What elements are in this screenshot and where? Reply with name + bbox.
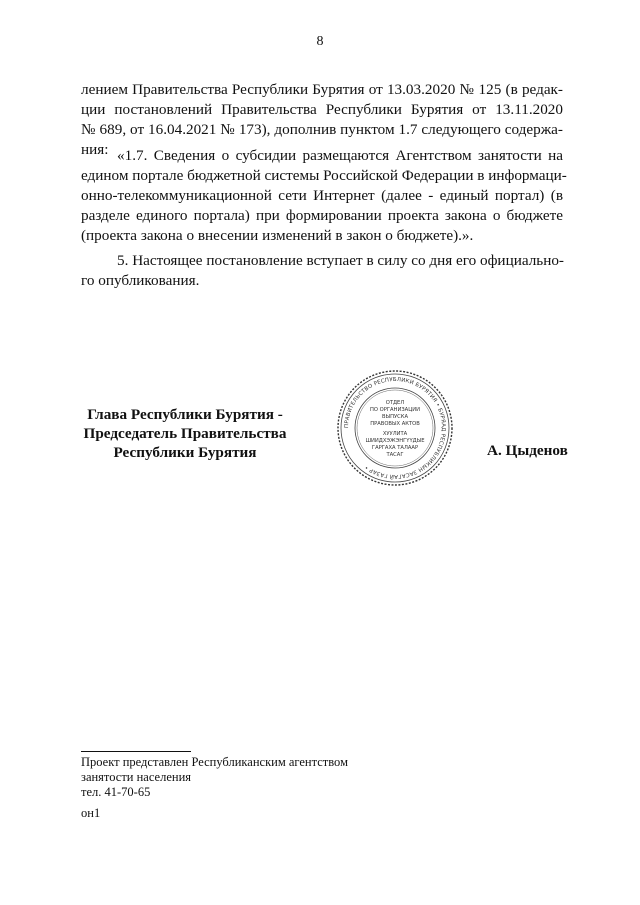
text-line: разделе единого портала) при формировании проекта закона о бюджете: [81, 207, 563, 224]
text-line: го опубликования.: [81, 272, 200, 289]
paragraph-clause-1-7: [81, 146, 567, 246]
footnote-divider: [81, 751, 191, 752]
text-line: едином портале бюджетной системы Российской Федерации в информаци-: [81, 167, 567, 184]
text-line: лением Правительства Республики Бурятия от 13.03.2020 № 125 (в редак-: [81, 81, 563, 98]
signatory-name: А. Цыденов: [487, 442, 568, 459]
seal-center-line: ВЫПУСКА: [381, 414, 409, 420]
signatory-title-line: Председатель Правительства: [83, 425, 287, 442]
seal-graphic: [336, 369, 454, 487]
text-line: (проекта закона о внесении изменений в закон о бюджете).».: [81, 227, 474, 244]
seal-center-line: ТАСАГ: [386, 452, 404, 458]
footnote-line: тел. 41-70-65: [81, 785, 151, 799]
paragraph-effective-date: [81, 251, 563, 291]
footnote-line: занятости населения: [81, 770, 192, 784]
text-line: ния:: [81, 141, 109, 158]
footnote: [81, 755, 348, 800]
official-seal: [336, 369, 454, 487]
svg-text:ПРАВИТЕЛЬСТВО РЕСПУБЛИКИ БУРЯТ: [344, 377, 446, 480]
text-line: «1.7. Сведения о субсидии размещаются Агентством занятости на: [117, 147, 563, 164]
text-line: 5. Настоящее постановление вступает в силу со дня его официально-: [117, 252, 564, 269]
footnote-line: Проект представлен Республиканским агентством: [81, 755, 348, 769]
document-code: он1: [81, 806, 101, 820]
seal-center-line: ОТДЕЛ: [385, 400, 405, 406]
seal-center-line: ПО ОРГАНИЗАЦИИ: [369, 407, 421, 413]
text-line: № 689, от 16.04.2021 № 173), дополнив пунктом 1.7 следующего содержа-: [81, 121, 563, 138]
seal-center-line: ХУУЛИТА: [382, 431, 408, 437]
page-number: 8: [316, 34, 324, 49]
seal-ring-text: ПРАВИТЕЛЬСТВО РЕСПУБЛИКИ БУРЯТИЯ • БУРЯАД РЕСПУБЛИКЫН ЗАСАГАЙ ГАЗАР •: [343, 376, 447, 480]
text-line: ции постановлений Правительства Республики Бурятия от 13.11.2020: [81, 101, 563, 118]
signatory-title: [70, 405, 300, 462]
signatory-title-line: Республики Бурятия: [113, 444, 257, 461]
text-line: онно-телекоммуникационной сети Интернет (далее - единый портал) (в: [81, 187, 563, 204]
seal-center-line: ГАРГАХА ТАЛААР: [371, 445, 419, 451]
seal-center-line: ПРАВОВЫХ АКТОВ: [370, 421, 420, 427]
signatory-title-line: Глава Республики Бурятия -: [87, 406, 283, 423]
seal-center-line: ШИИДХЭЖЭНГҮҮДЫЕ: [365, 438, 425, 444]
